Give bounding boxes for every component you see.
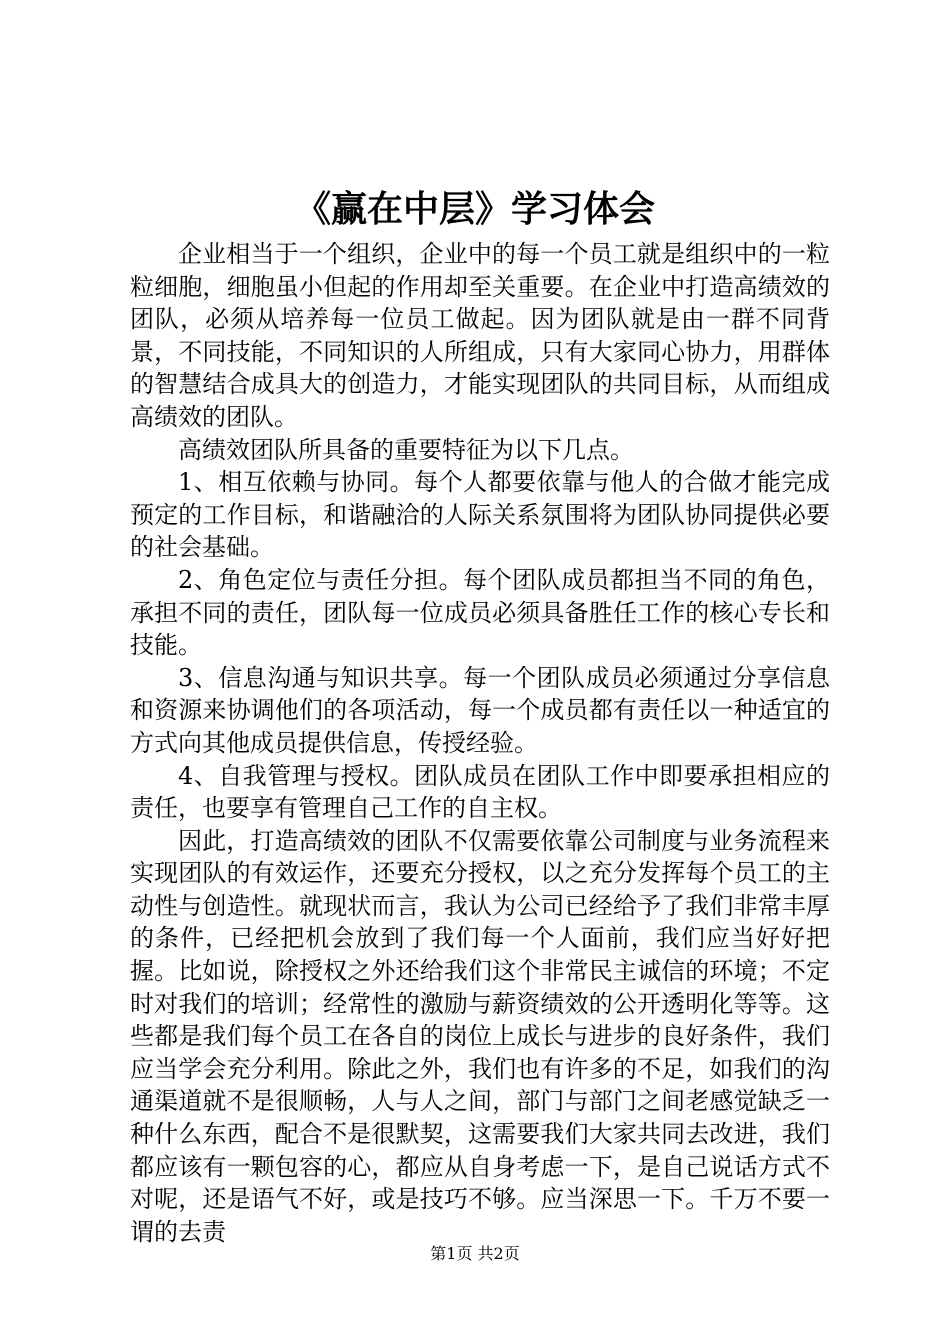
paragraph-point-1: 1、相互依赖与协同。每个人都要依靠与他人的合做才能完成预定的工作目标，和谐融洽的人际关系氛围将为团队协同提供必要的社会基础。 <box>130 468 830 562</box>
paragraph-point-4: 4、自我管理与授权。团队成员在团队工作中即要承担相应的责任，也要享有管理自己工作的自主权。 <box>130 761 830 823</box>
paragraph-features-heading: 高绩效团队所具备的重要特征为以下几点。 <box>178 435 634 464</box>
paragraph-point-3: 3、信息沟通与知识共享。每一个团队成员必须通过分享信息和资源来协调他们的各项活动，每一个成员都有责任以一种适宜的方式向其他成员提供信息，传授经验。 <box>130 663 830 757</box>
paragraph-conclusion: 因此，打造高绩效的团队不仅需要依靠公司制度与业务流程来实现团队的有效运作，还要充分授权，以之充分发挥每个员工的主动性与创造性。就现状而言，我认为公司已经给予了我们非常丰厚的条件，已经把机会放到了我们每一个人面前，我们应当好好把握。比如说，除授权之外还给我们这个非常民主诚信的环境；不定时对我们的培训；经常性的激励与薪资绩效的公开透明化等等。这些都是我们每个员工在各自的岗位上成长与进步的良好条件，我们应当学会充分利用。除此之外，我们也有许多的不足，如我们的沟通渠道就不是很顺畅，人与人之间，部门与部门之间老感觉缺乏一种什么东西，配合不是很默契，这需要我们大家共同去改进，我们都应该有一颗包容的心，都应从自身考虑一下，是自己说话方式不对呢，还是语气不好，或是技巧不够。应当深思一下。千万不要一谓的去责 <box>130 826 830 1246</box>
document-title: 《赢在中层》学习体会 <box>294 188 655 230</box>
paragraph-intro: 企业相当于一个组织，企业中的每一个员工就是组织中的一粒粒细胞，细胞虽小但起的作用却至关重要。在企业中打造高绩效的团队，必须从培养每一位员工做起。因为团队就是由一群不同背景，不同技能，不同知识的人所组成，只有大家同心协力，用群体的智慧结合成具大的创造力，才能实现团队的共同目标，从而组成高绩效的团队。 <box>130 240 830 431</box>
page-footer: 第1页 共2页 <box>430 1244 520 1263</box>
paragraph-point-2: 2、角色定位与责任分担。每个团队成员都担当不同的角色，承担不同的责任，团队每一位成员必须具备胜任工作的核心专长和技能。 <box>130 565 830 660</box>
document-body <box>130 238 830 1248</box>
